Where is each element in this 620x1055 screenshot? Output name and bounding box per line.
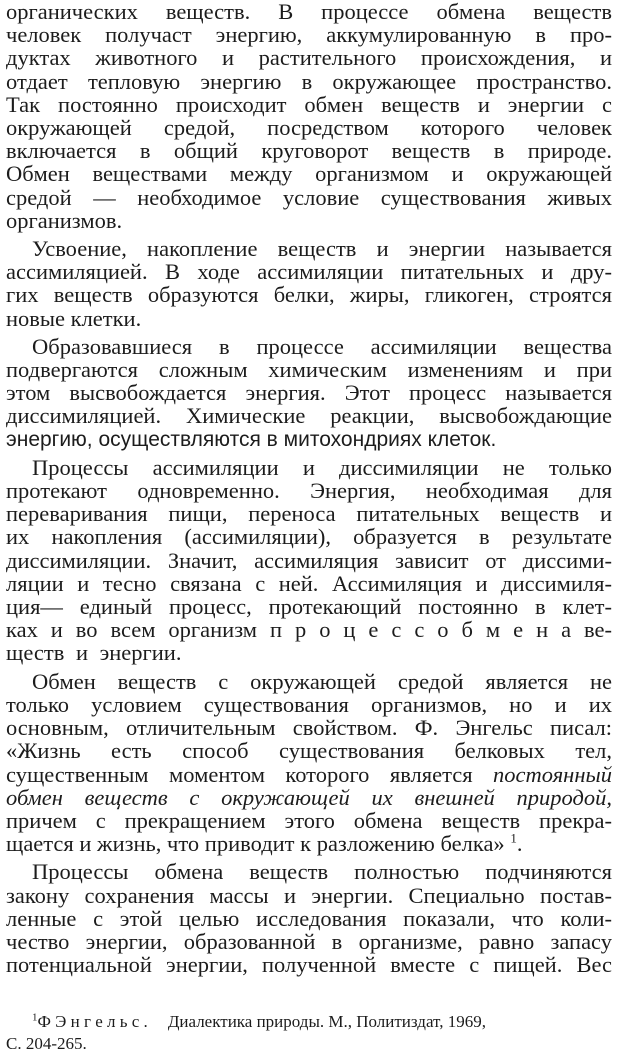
text-line: Обмен веществами между организмом и окружающей [6,161,612,187]
text-line: этом высвобождается энергия. Этот процесс называется [6,380,612,406]
paragraph-6 [6,860,612,976]
paragraph-5 [6,670,612,856]
text-line: подвергаются сложным химическим изменениям и при [6,357,612,383]
text-line: ция— единый процесс, протекающий постоянно в клет- [6,594,612,620]
footnote-source: Диалектика природы. М., Политиздат, 1969, [167,1012,486,1031]
text-line: Процессы ассимиляции и диссимиляции не только [32,454,612,480]
text-line: ленные с этой целью исследования показали, что коли- [6,905,612,931]
text-line: закону сохранения массы и энергии. Специально постав- [6,882,612,908]
italic-segment: постоянный [493,761,612,787]
footnote [6,1011,566,1055]
text-line: органических веществ. В процессе обмена веществ [6,0,612,24]
text-line: ляции и тесно связана с ней. Ассимиляция и диссимиля- [6,570,612,596]
text-line: ассимиляцией. В ходе ассимиляции питательных и дру- [6,259,612,285]
text-line: человек получаст энергию, аккумулированную в про- [6,22,612,48]
text-segment: существенным моментом которого является [6,761,494,787]
text-line: диссимиляцией. Химические реакции, высвобождающие [6,403,612,429]
text-line: организмов. [6,207,123,233]
text-line-with-footnote [6,832,612,855]
paragraph-3 [6,335,612,451]
text-line-mixed [6,763,612,786]
paragraph-2 [6,237,612,330]
text-line: их накопления (ассимиляции), образуется в результате [6,524,612,550]
text-line: чество энергии, образованной в организме, равно запасу [6,928,612,954]
text-line: Образовавшиеся в процессе ассимиляции вещества [32,333,612,359]
text-line: гих веществ образуются белки, жиры, гликоген, строятся [6,282,612,308]
paragraph-1 [6,0,612,232]
text-line: диссимиляции. Значит, ассимиляция зависит от диссими- [6,547,612,573]
footnote-line [6,1011,566,1033]
footnote-marker[interactable]: 1 [510,830,517,846]
text-line: отдает тепловую энергию в окружающее пространство. [6,68,612,94]
italic-line: обмен веществ с окружающей их внешней природой, [6,784,612,810]
text-line: окружающей средой, посредством которого человек [6,115,612,141]
text-line: протекают одновременно. Энергия, необходимая для [6,478,612,504]
text-line: ществ и энергии. [6,640,182,666]
text-line: Так постоянно происходит обмен веществ и энергии с [6,91,612,117]
text-segment: . [516,831,523,857]
footnote-number: 1 [32,1011,38,1024]
text-line: переваривания пищи, переноса питательных веществ и [6,501,612,527]
text-segment: щается и жизнь, что приводит к разложению белка» [6,831,511,857]
text-line: новые клетки. [6,305,142,331]
text-line: средой — необходимое условие существования живых [6,184,612,210]
footnote-author: Ф Э н г е л ь с . [37,1012,148,1031]
text-line: потенциальной энергии, полученной вместе с пищей. Вес [6,952,612,978]
footnote-pages: С. 204-265. [6,1034,87,1053]
text-line: только условием существования организмов, но и их [6,691,612,717]
paragraph-4 [6,456,612,665]
text-line: энергию, осуществляются в митохондриях клеток. [6,427,497,451]
text-line: включается в общий круговорот веществ в природе. [6,138,612,164]
text-line: Обмен веществ с окружающей средой является не [32,668,612,694]
text-line: Процессы обмена веществ полностью подчиняются [32,859,612,885]
page-body [6,0,612,976]
text-line: причем с прекращением этого обмена веществ прекра- [6,807,612,833]
text-line: «Жизнь есть способ существования белковых тел, [6,738,612,764]
text-line: основным, отличительным свойством. Ф. Энгельс писал: [6,715,612,741]
text-line: ках и во всем организм п р о ц е с с о б м е н а ве- [6,617,612,643]
text-line: дуктах животного и растительного происхождения, и [6,45,612,71]
text-line: Усвоение, накопление веществ и энергии называется [32,236,612,262]
